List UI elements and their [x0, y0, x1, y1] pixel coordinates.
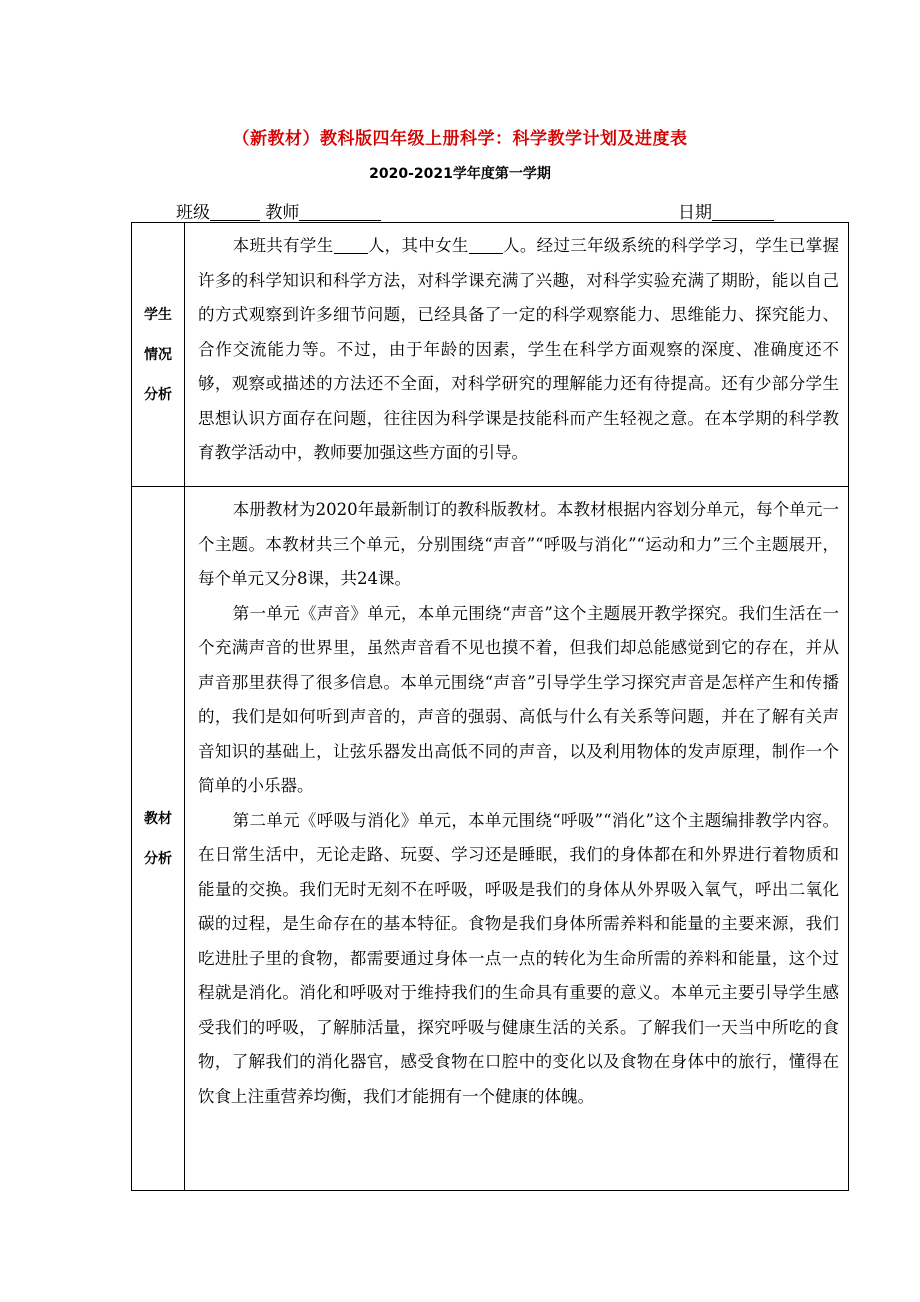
student-analysis-content	[185, 223, 849, 487]
female-count-blank[interactable]	[469, 235, 503, 254]
header-info-line	[176, 198, 786, 223]
document-title: （新教材）教科版四年级上册科学：科学教学计划及进度表	[232, 129, 688, 149]
teacher-blank[interactable]	[299, 202, 381, 221]
plan-table	[131, 222, 849, 1191]
class-blank[interactable]	[210, 202, 260, 221]
date-blank[interactable]	[712, 202, 774, 221]
date-label: 日期	[678, 203, 712, 223]
student-analysis-paragraph: 本班共有学生 人，其中女生 人。经过三年级系统的科学学习，学生已掌握许多的科学知识和科学方法，对科学课充满了兴趣，对科学实验充满了期盼，能以自己的方式观察到许多细节问题，已经具备了一定的科学观察能力、思维能力、探究能力、合作交流能力等。不过，由于年龄的因素，学生在科学方面观察的深度、准确度还不够，观察或描述的方法还不全面，对科学研究的理解能力还有待提高。还有少部分学生思想认识方面存在问题，往往因为科学课是技能科而产生轻视之意。在本学期的科学教育教学活动中，教师要加强这些方面的引导。	[198, 236, 840, 462]
school-term: 2020-2021学年度第一学期	[369, 166, 551, 182]
class-label: 班级	[176, 203, 210, 223]
student-analysis-row	[132, 223, 849, 487]
textbook-analysis-label: 教材 分析	[132, 487, 185, 1191]
textbook-analysis-row	[132, 487, 849, 1191]
student-count-blank[interactable]	[334, 235, 368, 254]
unit-two-paragraph: 第二单元《呼吸与消化》单元，本单元围绕“呼吸”“消化”这个主题编排教学内容。在日常生活中，无论走路、玩耍、学习还是睡眠，我们的身体都在和外界进行着物质和能量的交换。我们无时无刻不在呼吸，呼吸是我们的身体从外界吸入氧气，呼出二氧化碳的过程，是生命存在的基本特征。食物是我们身体所需养料和能量的主要来源，我们吃进肚子里的食物，都需要通过身体一点一点的转化为生命所需的养料和能量，这个过程就是消化。消化和呼吸对于维持我们的生命具有重要的意义。本单元主要引导学生感受我们的呼吸，了解肺活量，探究呼吸与健康生活的关系。了解我们一天当中所吃的食物，了解我们的消化器官，感受食物在口腔中的变化以及食物在身体中的旅行，懂得在饮食上注重营养均衡，我们才能拥有一个健康的体魄。	[198, 810, 839, 1106]
textbook-overview-paragraph: 本册教材为2020年最新制订的教科版教材。本教材根据内容划分单元，每个单元一个主题。本教材共三个单元，分别围绕“声音”“呼吸与消化”“运动和力”三个主题展开，每个单元又分8课，共24课。	[198, 500, 839, 588]
student-analysis-label: 学生 情况 分析	[132, 223, 185, 487]
date-field	[678, 198, 774, 223]
teacher-label: 教师	[265, 203, 300, 223]
textbook-analysis-content	[185, 487, 849, 1191]
unit-one-paragraph: 第一单元《声音》单元，本单元围绕“声音”这个主题展开教学探究。我们生活在一个充满声音的世界里，虽然声音看不见也摸不着，但我们却总能感觉到它的存在，并从声音那里获得了很多信息。本单元围绕“声音”引导学生学习探究声音是怎样产生和传播的，我们是如何听到声音的，声音的强弱、高低与什么有关系等问题，并在了解有关声音知识的基础上，让弦乐器发出高低不同的声音，以及利用物体的发声原理，制作一个简单的小乐器。	[198, 603, 839, 795]
